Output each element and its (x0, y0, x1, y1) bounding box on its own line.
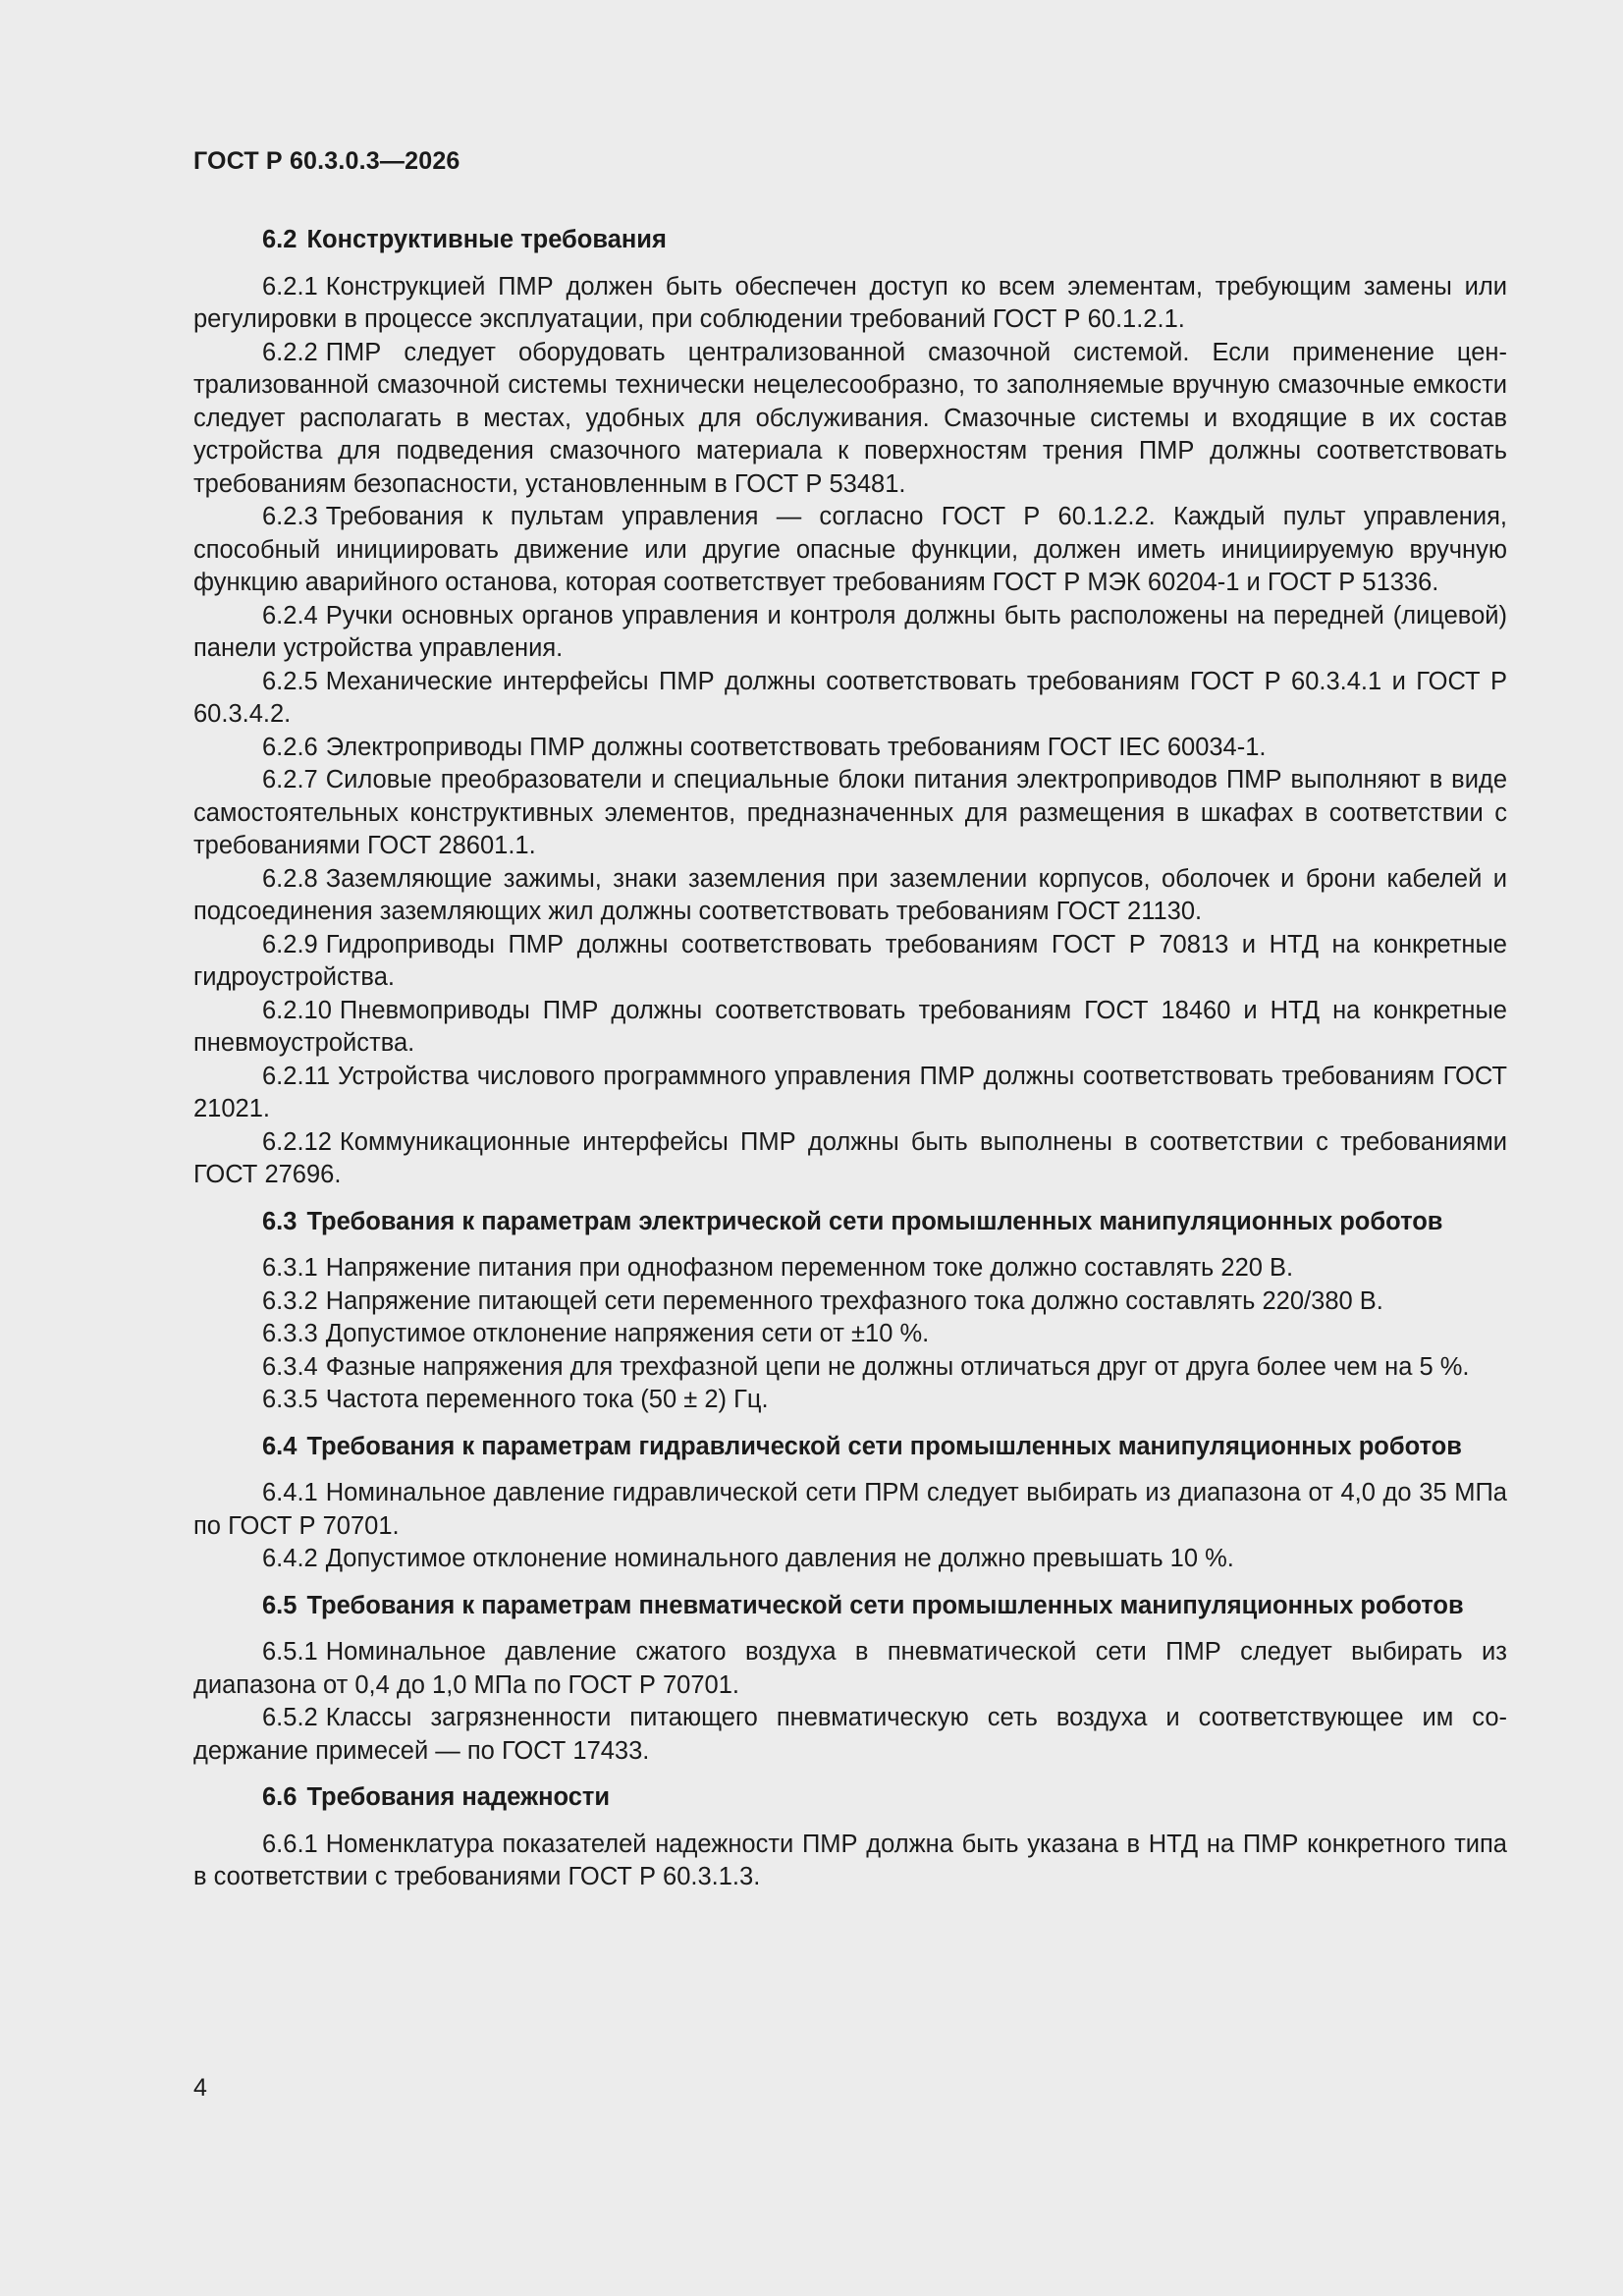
paragraph-number: 6.2.8 (262, 864, 318, 893)
paragraph (193, 1829, 1507, 1894)
document-code-header: ГОСТ Р 60.3.0.3—2026 (193, 147, 460, 175)
paragraph (193, 1702, 1507, 1768)
document-body (193, 224, 1507, 1894)
paragraph-number: 6.3.4 (262, 1352, 318, 1381)
paragraph-number: 6.5.1 (262, 1638, 318, 1666)
paragraph-text: Электроприводы ПМР должны соответствовать требованиям ГОСТ IEC 60034-1. (325, 733, 1267, 761)
paragraph-text: ПМР следует оборудовать централизованной смазочной системой. Если применение централизованной смазочной системы технически нецелесообразно, то заполняемые вручную смазочные емкости следует располагать в местах, удобных для обслуживания. Смазочные системы и входящие в их состав устройства для подведения смазочного материала к поверхностям трения ПМР должны соответствовать требованиям безопасности, установленным в ГОСТ Р 53481. (193, 338, 1507, 498)
paragraph (193, 501, 1507, 600)
paragraph (193, 732, 1507, 765)
paragraph (193, 600, 1507, 666)
paragraph (193, 1477, 1507, 1543)
paragraph (193, 1285, 1507, 1319)
paragraph-text: Конструкцией ПМР должен быть обеспечен доступ ко всем элементам, требующим замены или регулировки в процессе эксплуатации, при соблюдении требований ГОСТ Р 60.1.2.1. (193, 272, 1507, 333)
section-title: Конструктивные требования (306, 226, 667, 253)
paragraph-text: Классы загрязненности питающего пневматическую сеть воздуха и соответствующее им содержание примесей — по ГОСТ 17433. (193, 1704, 1507, 1765)
section-spacer (193, 1768, 1507, 1781)
section-number: 6.3 (262, 1207, 298, 1235)
paragraph-text: Механические интерфейсы ПМР должны соответствовать требованиям ГОСТ Р 60.3.4.1 и ГОСТ Р 60.3.4.2. (193, 667, 1507, 728)
paragraph (193, 337, 1507, 502)
paragraph-number: 6.2.7 (262, 766, 318, 793)
paragraph (193, 764, 1507, 863)
section-heading (262, 224, 1507, 257)
paragraph-text: Номенклатура показателей надежности ПМР должна быть указана в НТД на ПМР конкретного типа в соответствии с требованиями ГОСТ Р 60.3.1.3. (193, 1830, 1507, 1890)
paragraph-text: Пневмоприводы ПМР должны соответствовать требованиям ГОСТ 18460 и НТД на конкретные пневмоустройства. (193, 996, 1507, 1057)
paragraph-number: 6.3.1 (262, 1254, 318, 1282)
section-title: Требования к параметрам электрической сети промышленных манипуляционных роботов (306, 1207, 1443, 1235)
paragraph-number: 6.3.5 (262, 1386, 318, 1413)
paragraph-number: 6.2.9 (262, 930, 318, 958)
paragraph-number: 6.2.2 (262, 338, 318, 366)
section-title: Требования к параметрам гидравлической сети промышленных манипуляционных роботов (306, 1432, 1462, 1460)
section-heading (262, 1431, 1507, 1464)
paragraph-number: 6.2.4 (262, 601, 318, 629)
paragraph-number: 6.4.1 (262, 1479, 318, 1506)
paragraph (193, 271, 1507, 337)
paragraph (193, 929, 1507, 995)
paragraph-number: 6.2.10 (262, 996, 332, 1024)
paragraph (193, 995, 1507, 1061)
section-title: Требования надежности (306, 1783, 611, 1811)
section-spacer (193, 1576, 1507, 1590)
section-number: 6.6 (262, 1783, 298, 1811)
paragraph-text: Гидроприводы ПМР должны соответствовать требованиям ГОСТ Р 70813 и НТД на конкретные гидроустройства. (193, 930, 1507, 991)
paragraph-text: Частота переменного тока (50 ± 2) Гц. (325, 1386, 769, 1413)
paragraph-number: 6.2.5 (262, 667, 318, 695)
paragraph-number: 6.6.1 (262, 1830, 318, 1858)
paragraph-number: 6.2.12 (262, 1127, 332, 1156)
paragraph-text: Напряжение питания при однофазном переменном токе должно составлять 220 В. (325, 1254, 1294, 1282)
paragraph-number: 6.2.11 (262, 1062, 331, 1090)
section-number: 6.2 (262, 226, 298, 253)
section-number: 6.5 (262, 1591, 298, 1619)
paragraph-text: Номинальное давление сжатого воздуха в пневматической сети ПМР следует выбирать из диапазона от 0,4 до 1,0 МПа по ГОСТ Р 70701. (193, 1638, 1507, 1699)
section-title: Требования к параметрам пневматической сети промышленных манипуляционных роботов (306, 1591, 1464, 1619)
paragraph (193, 863, 1507, 929)
paragraph-text: Требования к пультам управления — согласно ГОСТ Р 60.1.2.2. Каждый пульт управления, способный инициировать движение или другие опасные функции, должен иметь инициируемую вручную функцию аварийного останова, которая соответствует требованиям ГОСТ Р МЭК 60204-1 и ГОСТ Р 51336. (193, 503, 1507, 596)
paragraph-text: Ручки основных органов управления и контроля должны быть расположены на передней (лицевой) панели устройства управления. (193, 601, 1507, 662)
section-heading (262, 1206, 1507, 1239)
paragraph (193, 1126, 1507, 1192)
paragraph-number: 6.2.3 (262, 503, 318, 530)
paragraph (193, 1636, 1507, 1702)
section-heading (262, 1781, 1507, 1815)
paragraph-number: 6.2.6 (262, 733, 318, 761)
paragraph (193, 666, 1507, 732)
paragraph-text: Фазные напряжения для трехфазной цепи не должны отличаться друг от друга более чем на 5 %. (325, 1352, 1470, 1381)
paragraph (193, 1318, 1507, 1351)
paragraph-text: Устройства числового программного управления ПМР должны соответствовать требованиям ГОСТ 21021. (193, 1062, 1507, 1122)
paragraph-number: 6.4.2 (262, 1545, 318, 1572)
paragraph-text: Напряжение питающей сети переменного трехфазного тока должно составлять 220/380 В. (325, 1286, 1383, 1315)
paragraph (193, 1351, 1507, 1385)
paragraph (193, 1061, 1507, 1126)
paragraph-text: Силовые преобразователи и специальные блоки питания электроприводов ПМР выполняют в виде самостоятельных конструктивных элементов, предназначенных для размещения в шкафах в соответствии с требованиями ГОСТ 28601.1. (193, 766, 1507, 859)
section-spacer (193, 1417, 1507, 1431)
paragraph-number: 6.2.1 (262, 272, 318, 301)
paragraph-text: Номинальное давление гидравлической сети ПРМ следует выбирать из диапазона от 4,0 до 35 МПа по ГОСТ Р 70701. (193, 1479, 1507, 1540)
paragraph (193, 1543, 1507, 1576)
section-number: 6.4 (262, 1432, 298, 1460)
paragraph-number: 6.3.3 (262, 1320, 318, 1347)
paragraph-text: Заземляющие зажимы, знаки заземления при заземлении корпусов, оболочек и брони кабелей и подсоединения заземляющих жил должны соответствовать требованиям ГОСТ 21130. (193, 864, 1507, 925)
page-number: 4 (193, 2074, 207, 2102)
section-spacer (193, 1192, 1507, 1206)
section-heading (262, 1590, 1507, 1623)
paragraph-number: 6.3.2 (262, 1286, 318, 1315)
paragraph-number: 6.5.2 (262, 1704, 318, 1731)
paragraph-text: Допустимое отклонение номинального давления не должно превышать 10 %. (325, 1545, 1234, 1572)
paragraph-text: Допустимое отклонение напряжения сети от ±10 %. (325, 1320, 930, 1347)
paragraph (193, 1384, 1507, 1417)
paragraph (193, 1252, 1507, 1285)
paragraph-text: Коммуникационные интерфейсы ПМР должны быть выполнены в соответствии с требованиями ГОСТ 27696. (193, 1127, 1507, 1188)
